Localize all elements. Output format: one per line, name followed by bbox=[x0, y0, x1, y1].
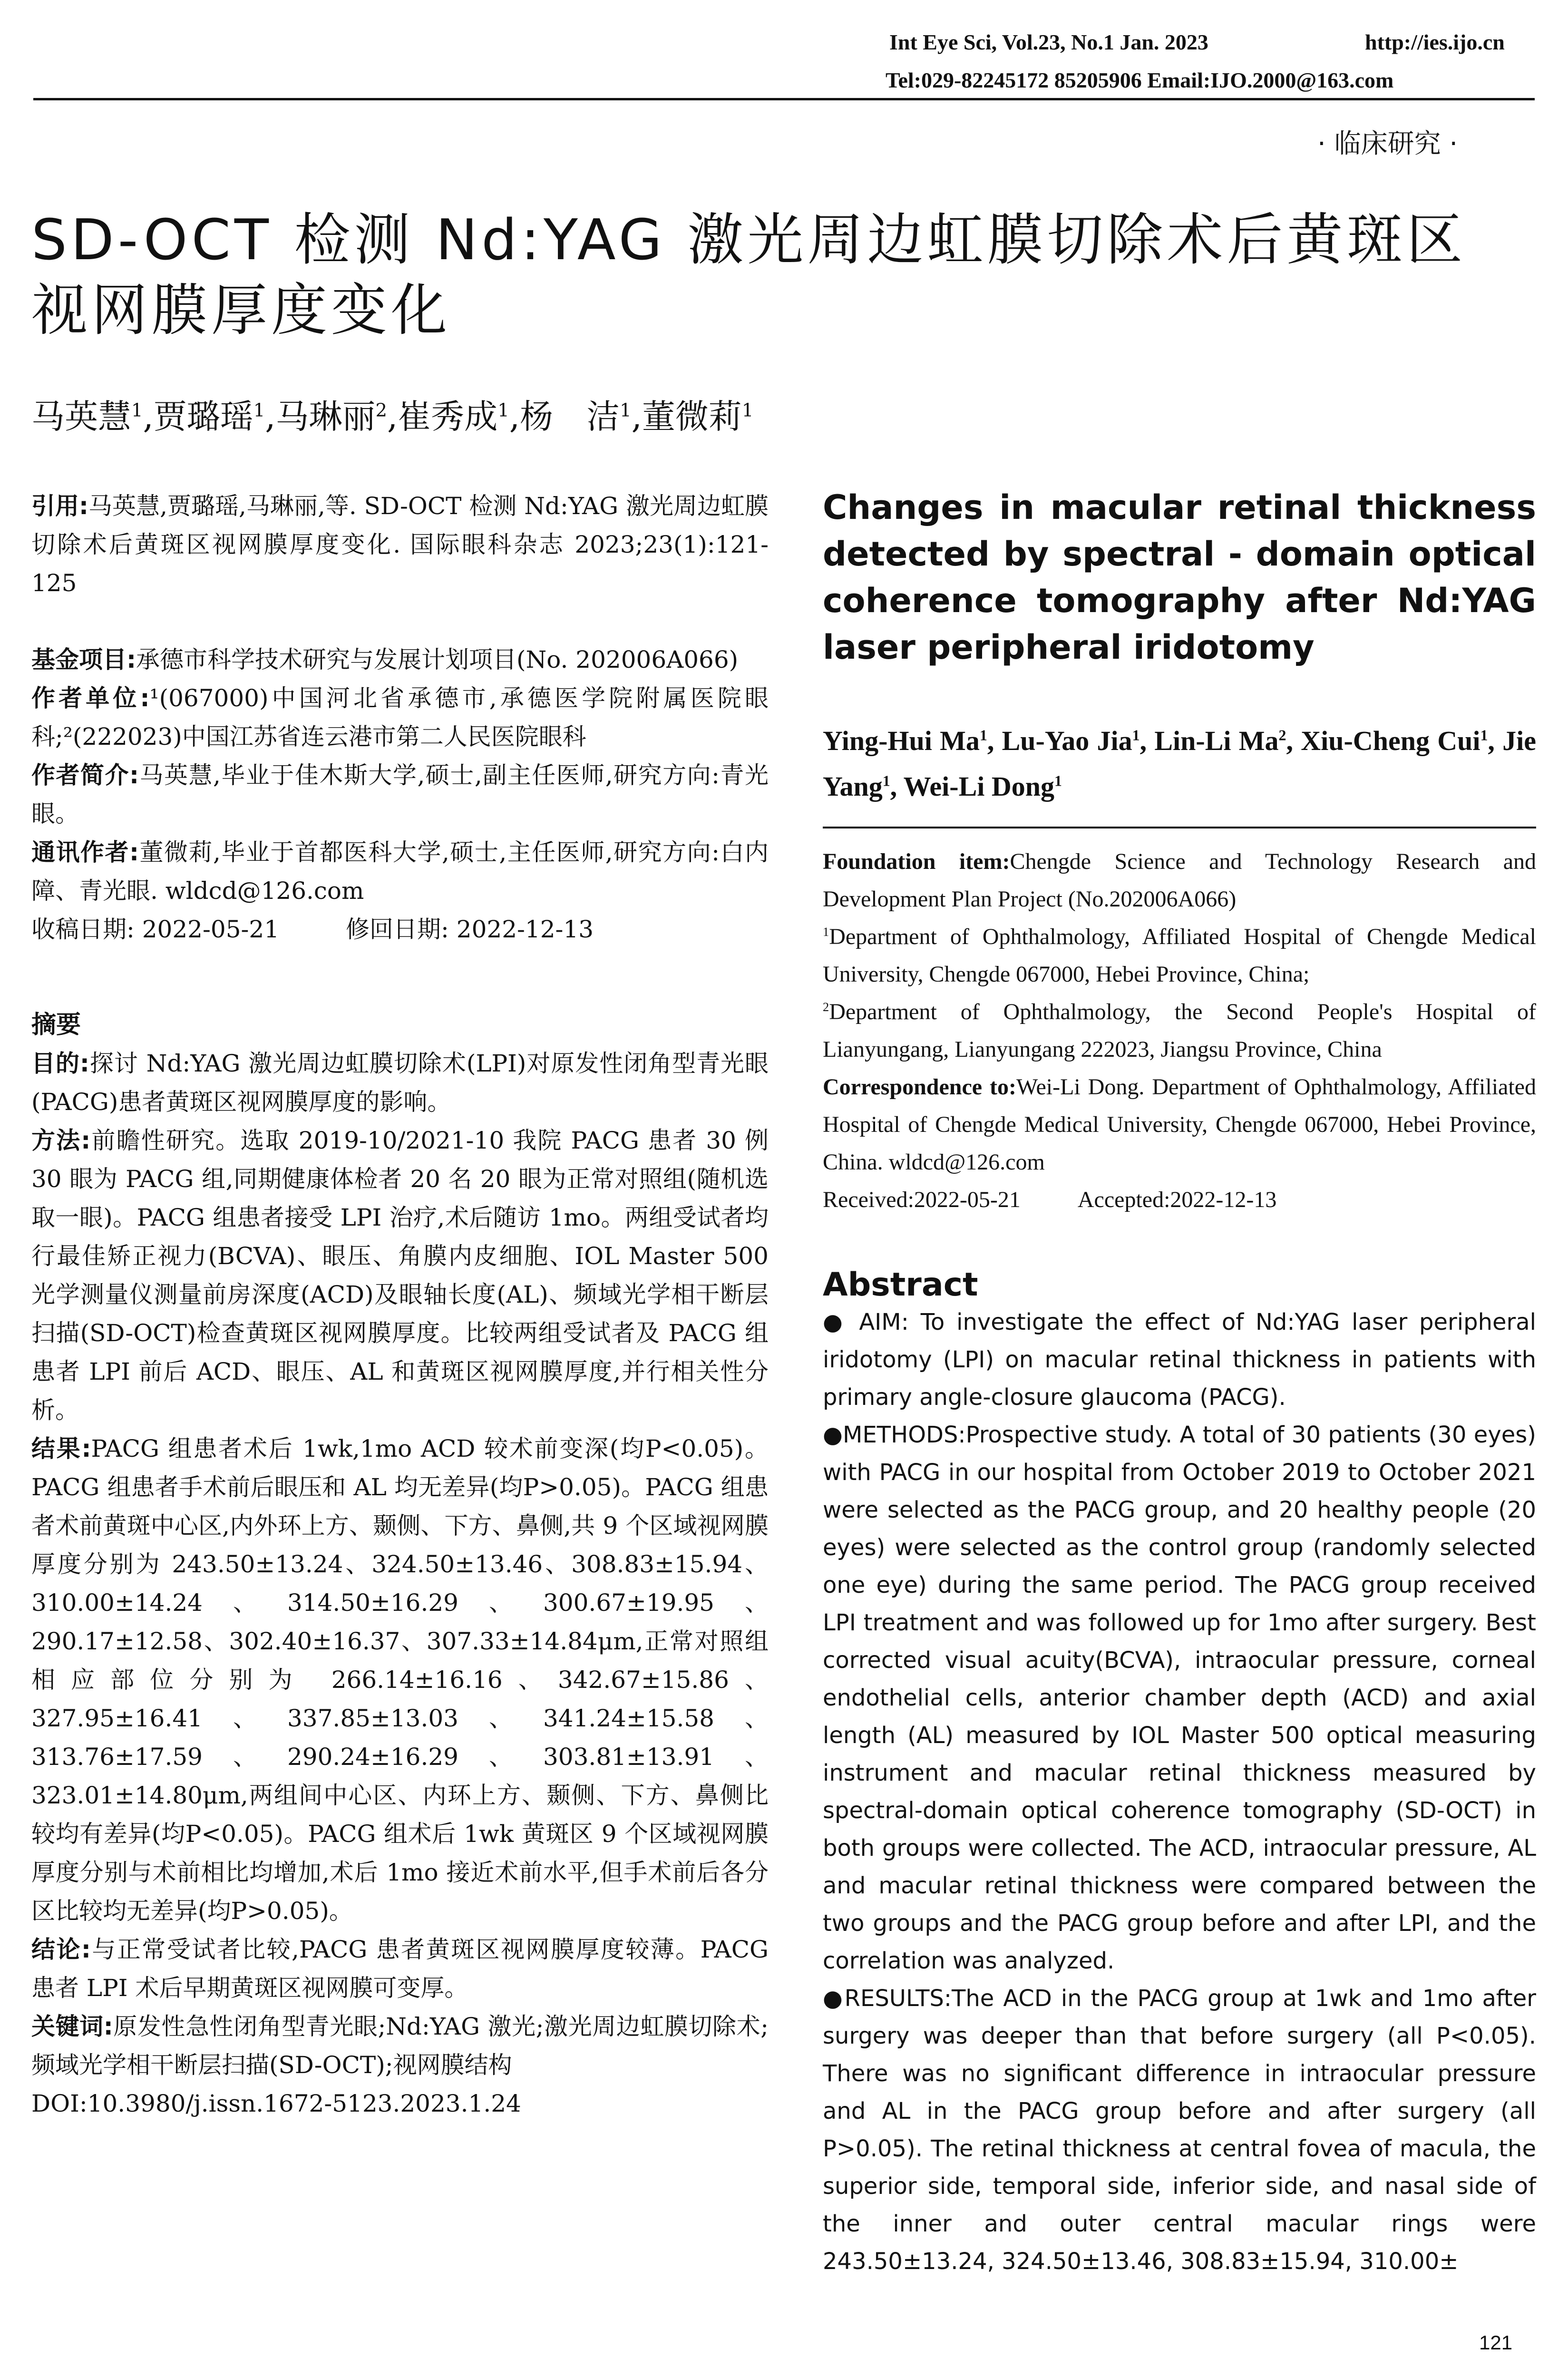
english-title: Changes in macular retinal thickness detected by spectral - domain optical coherence tomography after Nd:YAG laser peripheral iridotomy bbox=[823, 488, 1536, 667]
purpose-block bbox=[31, 1044, 769, 1121]
conclusion-block bbox=[31, 1930, 769, 2007]
methods-text-en: Prospective study. A total of 30 patients (30 eyes) with PACG in our hospital from October 2019 to October 2021 were selected as the PACG group, and 20 healthy people (20 eyes) were selected as the control group (randomly selected one eye) during the same period. The PACG group received LPI treatment and was followed up for 1mo after surgery. Best corrected visual acuity(BCVA), intraocular pressure, corneal endothelial cells, anterior chamber depth (ACD) and axial length (AL) measured by IOL Master 500 optical measuring instrument and macular retinal thickness measured by spectral-domain optical coherence tomography (SD-OCT) in both groups were collected. The ACD, intraocular pressure, AL and macular retinal thickness were compared between the two groups and the PACG group before and after LPI, and the correlation was analyzed. bbox=[823, 1422, 1537, 1974]
dates-block-cn bbox=[31, 910, 769, 949]
methods-block-cn bbox=[31, 1121, 769, 1430]
author-affiliation-marker: 1 bbox=[741, 399, 754, 421]
methods-block-en bbox=[823, 1416, 1536, 1980]
author-affiliation-marker: 2 bbox=[375, 399, 388, 421]
article-title-line-2: 视网膜厚度变化 bbox=[31, 277, 451, 343]
author-affiliation-marker: 2 bbox=[1278, 727, 1286, 744]
conclusion-label: 结论: bbox=[31, 1936, 91, 1963]
author-rule bbox=[823, 827, 1536, 828]
accepted-date-en: Accepted:2022-12-13 bbox=[1077, 1187, 1277, 1212]
conclusion-text: 与正常受试者比较,PACG 患者黄斑区视网膜厚度较薄。PACG 患者 LPI 术后早期黄斑区视网膜可变厚。 bbox=[31, 1936, 769, 2002]
author-name: 崔秀成 bbox=[398, 397, 498, 436]
received-date-en: Received:2022-05-21 bbox=[823, 1187, 1021, 1212]
author-name: 马英慧 bbox=[31, 397, 131, 436]
affiliation-2 bbox=[823, 993, 1536, 1068]
author-affiliation-marker: 1 bbox=[131, 399, 143, 421]
section-tag: · 临床研究 · bbox=[1317, 128, 1458, 159]
header-rule bbox=[33, 98, 1535, 100]
author-affiliation-marker: 1 bbox=[979, 727, 987, 744]
results-label-en: ●RESULTS: bbox=[823, 1985, 952, 2012]
author-name: Xiu-Cheng Cui bbox=[1301, 725, 1480, 756]
author-en-3 bbox=[1154, 725, 1286, 756]
author-name: 马琳丽 bbox=[275, 397, 376, 436]
aim-text: To investigate the effect of Nd:YAG laser peripheral iridotomy (LPI) on macular retinal thickness in patients with primary angle-closure glaucoma (PACG). bbox=[823, 1309, 1537, 1411]
correspondence-text-cn: 董微莉,毕业于首都医科大学,硕士,主任医师,研究方向:白内障、青光眼. wldcd@126.com bbox=[31, 838, 769, 905]
abstract-title-en: Abstract bbox=[823, 1266, 978, 1304]
author-affiliation-marker: 1 bbox=[882, 772, 890, 789]
journal-citation-line: Int Eye Sci, Vol.23, No.1 Jan. 2023 bbox=[889, 30, 1208, 54]
right-column bbox=[823, 484, 1536, 2280]
correspondence-block-cn bbox=[31, 833, 769, 910]
author-cn-6 bbox=[642, 397, 754, 436]
dates-block-en bbox=[823, 1181, 1536, 1218]
author-intro-block bbox=[31, 756, 769, 833]
author-cn-4 bbox=[398, 397, 509, 436]
author-name: 杨 洁 bbox=[520, 397, 620, 436]
revised-date-cn: 修回日期: 2022-12-13 bbox=[346, 916, 594, 943]
doi: DOI:10.3980/j.issn.1672-5123.2023.1.24 bbox=[31, 2090, 521, 2117]
methods-label-cn: 方法: bbox=[31, 1127, 91, 1154]
affiliation-1 bbox=[823, 918, 1536, 993]
author-name: Wei-Li Dong bbox=[903, 771, 1055, 802]
author-en-1 bbox=[823, 725, 987, 756]
results-text-cn: PACG 组患者术后 1wk,1mo ACD 较术前变深(均P<0.05)。PACG 组患者手术前后眼压和 AL 均无差异(均P>0.05)。PACG 组患者术前黄斑中心区,内外环上方、颞侧、下方、鼻侧,共 9 个区域视网膜厚度分别为 243.50±13.24、324.50±13.46、308.83±15.94、310.00±14.24、314.50±16.29、300.67±19.95、290.17±12.58、302.40±16.37、307.33±14.84μm,正常对照组相应部位分别为 266.14±16.16、342.67±15.86、327.95±16.41、337.85±13.03、341.24±15.58、313.76±17.59、290.24±16.29、303.81±13.91、323.01±14.80μm,两组间中心区、内环上方、颞侧、下方、鼻侧比较均有差异(均P<0.05)。PACG 组术后 1wk 黄斑区 9 个区域视网膜厚度分别与术前相比均增加,术后 1mo 接近术前水平,但手术前后各分区比较均无差异(均P>0.05)。 bbox=[31, 1435, 769, 1925]
correspondence-text-en: Wei-Li Dong. Department of Ophthalmology, Affiliated Hospital of Chengde Medical University, Chengde 067000, Hebei Province, China. wldcd@126.com bbox=[823, 1074, 1536, 1175]
keywords-block bbox=[31, 2007, 769, 2085]
methods-text-cn: 前瞻性研究。选取 2019-10/2021-10 我院 PACG 患者 30 例 30 眼为 PACG 组,同期健康体检者 20 名 20 眼为正常对照组(随机选取一眼)。PACG 组患者接受 LPI 治疗,术后随访 1mo。两组受试者均行最佳矫正视力(BCVA)、眼压、角膜内皮细胞、IOL Master 500 光学测量仪测量前房深度(ACD)及眼轴长度(AL)、频域光学相干断层扫描(SD-OCT)检查黄斑区视网膜厚度。比较两组受试者及 PACG 组患者 LPI 前后 ACD、眼压、AL 和黄斑区视网膜厚度,并行相关性分析。 bbox=[31, 1127, 769, 1424]
article-title bbox=[31, 205, 1539, 345]
author-name: Lin-Li Ma bbox=[1154, 725, 1279, 756]
author-affiliation-marker: 1 bbox=[1132, 727, 1140, 744]
author-list-en: Ying-Hui Ma$^1$, Lu-Yao Jia$^1$, Lin-Li Ma$^2$, Xiu-Cheng Cui$^1$, Jie Yang$^1$, Wei-Li Dong$^1$ bbox=[823, 725, 1537, 802]
correspondence-label-en: Correspondence to: bbox=[823, 1074, 1017, 1100]
methods-label-en: ●METHODS: bbox=[823, 1422, 966, 1448]
page-number: 121 bbox=[1479, 2331, 1513, 2354]
author-affiliation-marker: 1 bbox=[1054, 772, 1062, 789]
fund-text: 承德市科学技术研究与发展计划项目(No. 202006A066) bbox=[136, 646, 739, 673]
author-en-6 bbox=[904, 771, 1062, 802]
results-block-cn bbox=[31, 1430, 769, 1930]
author-affiliation-marker: 1 bbox=[253, 399, 265, 421]
journal-contact-line: Tel:029-82245172 85205906 Email:IJO.2000@163.com bbox=[886, 68, 1394, 92]
citation-block bbox=[31, 487, 769, 603]
author-affiliation-marker: 1 bbox=[620, 399, 632, 421]
affiliation-1-text: Department of Ophthalmology, Affiliated Hospital of Chengde Medical University, Chengde 067000, Hebei Province, China; bbox=[823, 924, 1536, 987]
left-column bbox=[31, 487, 769, 2123]
author-list-cn: 马英慧$^1$,贾璐瑶$^1$,马琳丽$^2$,崔秀成$^1$,杨 洁$^1$,董微莉$^1$ bbox=[31, 397, 754, 436]
unit-label: 作者单位: bbox=[31, 684, 150, 712]
affiliation-1-number: 1 bbox=[823, 925, 829, 939]
affiliation-2-number: 2 bbox=[823, 1000, 829, 1014]
author-cn-3 bbox=[276, 397, 388, 436]
author-cn-2 bbox=[154, 397, 265, 436]
results-label-cn: 结果: bbox=[31, 1435, 91, 1462]
correspondence-block-en bbox=[823, 1068, 1536, 1181]
author-affiliation-marker: 1 bbox=[497, 399, 509, 421]
author-en-2 bbox=[1002, 725, 1140, 756]
foundation-block bbox=[823, 843, 1536, 918]
author-name: 贾璐瑶 bbox=[153, 397, 253, 436]
keywords-label: 关键词: bbox=[31, 2013, 113, 2040]
foundation-label: Foundation item: bbox=[823, 849, 1010, 874]
keywords-text: 原发性急性闭角型青光眼;Nd:YAG 激光;激光周边虹膜切除术;频域光学相干断层扫描(SD-OCT);视网膜结构 bbox=[31, 2013, 769, 2079]
fund-block bbox=[31, 641, 769, 679]
results-text-en: The ACD in the PACG group at 1wk and 1mo after surgery was deeper than that before surgery (all P<0.05). There was no significant difference in intraocular pressure and AL in the PACG group before and after surgery (all P>0.05). The retinal thickness at central fovea of macula, the superior side, temporal side, inferior side, and nasal side of the inner and outer central macular rings were 243.50±13.24, 324.50±13.46, 308.83±15.94, 310.00± bbox=[823, 1985, 1537, 2275]
affiliation-2-text: Department of Ophthalmology, the Second People's Hospital of Lianyungang, Lianyungang 222023, Jiangsu Province, China bbox=[823, 999, 1536, 1062]
unit-block bbox=[31, 679, 769, 756]
author-intro-text: 马英慧,毕业于佳木斯大学,硕士,副主任医师,研究方向:青光眼。 bbox=[31, 761, 769, 828]
aim-block bbox=[823, 1304, 1536, 1416]
aim-label: ● AIM: bbox=[823, 1309, 909, 1335]
author-name: Jie Yang bbox=[823, 725, 1537, 802]
citation-text: 马英慧,贾璐瑶,马琳丽,等. SD-OCT 检测 Nd:YAG 激光周边虹膜切除术后黄斑区视网膜厚度变化. 国际眼科杂志 2023;23(1):121-125 bbox=[31, 492, 769, 597]
unit-text: ¹(067000)中国河北省承德市,承德医学院附属医院眼科;²(222023)中国江苏省连云港市第二人民医院眼科 bbox=[31, 684, 769, 750]
received-date-cn: 收稿日期: 2022-05-21 bbox=[31, 916, 280, 943]
author-name: 董微莉 bbox=[642, 397, 742, 436]
author-en-4 bbox=[1301, 725, 1488, 756]
citation-label: 引用: bbox=[31, 492, 89, 520]
author-intro-label: 作者简介: bbox=[31, 761, 139, 789]
fund-label: 基金项目: bbox=[31, 646, 136, 673]
purpose-label: 目的: bbox=[31, 1050, 89, 1077]
correspondence-label-cn: 通讯作者: bbox=[31, 838, 139, 866]
author-cn-1 bbox=[31, 397, 143, 436]
author-name: Ying-Hui Ma bbox=[823, 725, 980, 756]
purpose-text: 探讨 Nd:YAG 激光周边虹膜切除术(LPI)对原发性闭角型青光眼(PACG)患者黄斑区视网膜厚度的影响。 bbox=[31, 1050, 769, 1116]
journal-url: http://ies.ijo.cn bbox=[1365, 30, 1505, 54]
author-affiliation-marker: 1 bbox=[1480, 727, 1488, 744]
results-block-en bbox=[823, 1980, 1536, 2280]
abstract-title-cn: 摘要 bbox=[31, 1011, 81, 1039]
author-cn-5 bbox=[520, 397, 632, 436]
author-name: Lu-Yao Jia bbox=[1002, 725, 1132, 756]
article-title-line-1: SD-OCT 检测 Nd:YAG 激光周边虹膜切除术后黄斑区 bbox=[31, 207, 1467, 273]
foundation-text: Chengde Science and Technology Research and Development Plan Project (No.202006A066) bbox=[823, 849, 1537, 912]
